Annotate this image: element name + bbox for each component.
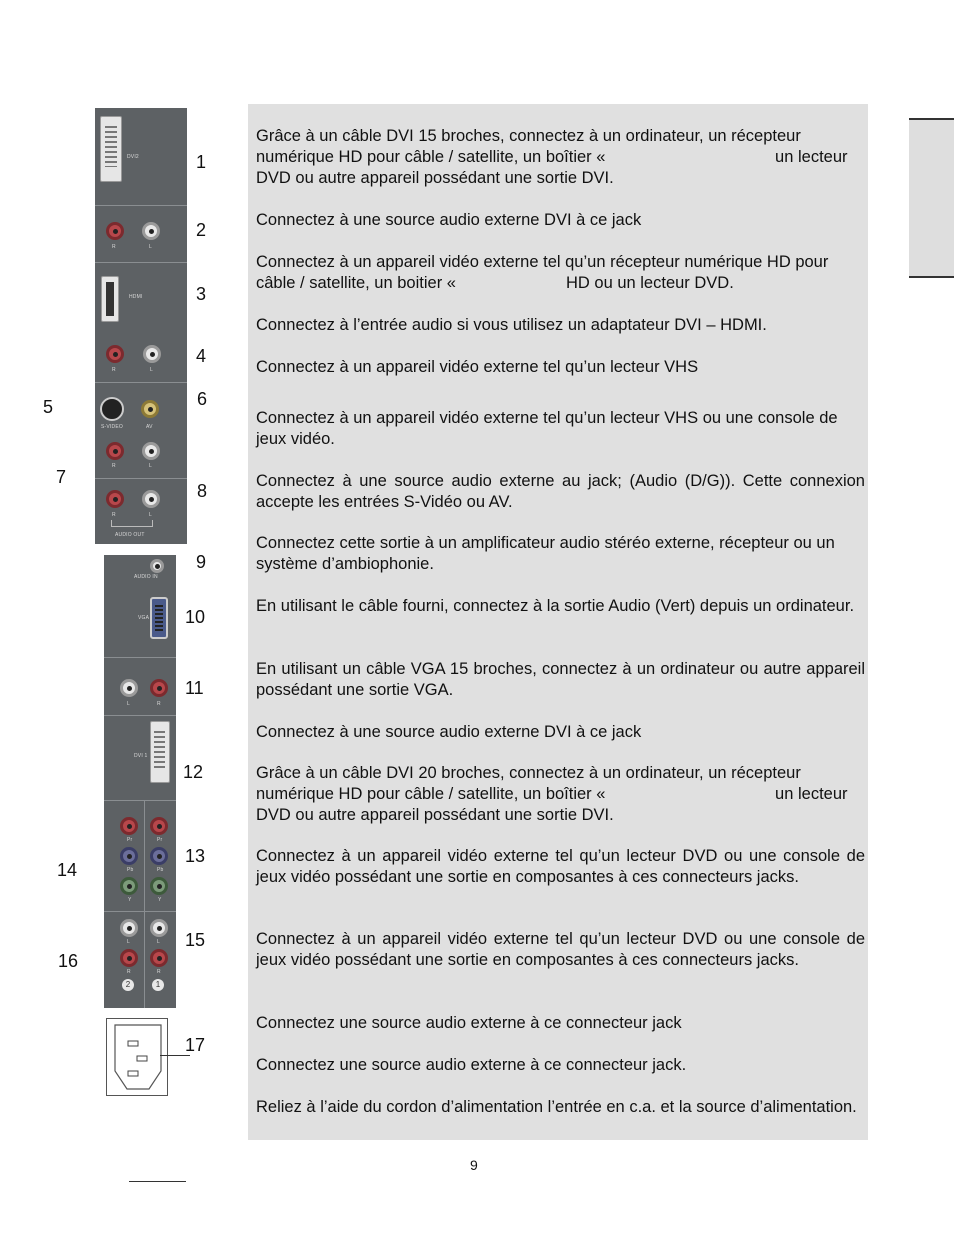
callout-15: 15 xyxy=(185,930,206,950)
vga-audio-l-jack xyxy=(120,679,138,697)
desc-8: Connectez cette sortie à un amplificateur audio stéréo externe, récepteur ou un système d’ambiophonie. xyxy=(256,534,835,573)
callout-1: 1 xyxy=(196,152,207,172)
audio-in-label: AUDIO IN xyxy=(134,574,158,580)
label-l: L xyxy=(150,367,153,373)
label-l: L xyxy=(157,939,160,945)
label-l: L xyxy=(127,939,130,945)
av-audio-r-jack xyxy=(106,442,124,460)
label-l: L xyxy=(149,512,152,518)
callout-8: 8 xyxy=(197,481,208,501)
connector-panel-lower xyxy=(104,555,176,1008)
callout-12: 12 xyxy=(183,762,204,782)
component2-audio-r-jack xyxy=(120,949,138,967)
callout-2: 2 xyxy=(196,220,207,240)
svideo-connector xyxy=(100,397,124,421)
label-pb: Pb xyxy=(127,867,134,873)
label-l: L xyxy=(127,701,130,707)
component1-y-jack xyxy=(150,877,168,895)
connector-panel-upper xyxy=(95,108,187,544)
label-r: R xyxy=(112,244,116,250)
dvi1-label: DVI 1 xyxy=(134,753,148,759)
input-1-badge: 1 xyxy=(152,979,164,991)
desc-2: Connectez à une source audio externe DVI à ce jack xyxy=(256,211,642,229)
component1-pr-jack xyxy=(150,817,168,835)
power-callout-line xyxy=(160,1055,190,1056)
av-video-jack xyxy=(141,400,159,418)
component2-pb-jack xyxy=(120,847,138,865)
desc-10: En utilisant un câble VGA 15 broches, connectez à un ordinateur ou autre appareil possédant une sortie VGA. xyxy=(256,660,865,699)
desc-4: Connectez à l’entrée audio si vous utilisez un adaptateur DVI – HDMI. xyxy=(256,316,767,334)
desc-16: Connectez une source audio externe à ce connecteur jack. xyxy=(256,1056,687,1074)
label-pr: Pr xyxy=(127,837,133,843)
dvi1-connector xyxy=(150,721,170,783)
audio-out-label: AUDIO OUT xyxy=(115,532,145,538)
dvi2-audio-r-jack xyxy=(106,222,124,240)
desc-12: Grâce à un câble DVI 20 broches, connectez à un ordinateur, un récepteur numérique HD pour câble / satellite, un boîtier « un lecteur DVD ou autre appareil possédant une sortie DVI. xyxy=(256,764,853,824)
label-l: L xyxy=(149,244,152,250)
desc-14: Connectez à un appareil vidéo externe tel qu’un lecteur DVD ou une console de jeux vidéo possédant une sortie en composantes à ces connecteurs jacks. xyxy=(256,930,865,969)
callout-6: 6 xyxy=(197,389,208,409)
label-pr: Pr xyxy=(157,837,163,843)
label-r: R xyxy=(112,512,116,518)
callout-10: 10 xyxy=(185,607,206,627)
label-y: Y xyxy=(158,897,162,903)
label-r: R xyxy=(112,367,116,373)
callout-7: 7 xyxy=(56,467,67,487)
desc-9: En utilisant le câble fourni, connectez à la sortie Audio (Vert) depuis un ordinateur. xyxy=(256,597,855,615)
desc-13: Connectez à un appareil vidéo externe tel qu’un lecteur DVD ou une console de jeux vidéo possédant une sortie en composantes à ces connecteurs jacks. xyxy=(256,847,865,886)
hdmi-label: HDMI xyxy=(129,294,143,300)
label-y: Y xyxy=(128,897,132,903)
footer-rule xyxy=(129,1181,186,1182)
page-number: 9 xyxy=(470,1157,478,1173)
callout-9: 9 xyxy=(196,552,207,572)
component1-pb-jack xyxy=(150,847,168,865)
vga-audio-r-jack xyxy=(150,679,168,697)
ac-power-inlet xyxy=(106,1018,168,1096)
hdmi-audio-l-jack xyxy=(143,345,161,363)
callout-16: 16 xyxy=(58,951,79,971)
label-r: R xyxy=(157,969,161,975)
component2-y-jack xyxy=(120,877,138,895)
callout-11: 11 xyxy=(185,678,204,698)
desc-17: Reliez à l’aide du cordon d’alimentation l’entrée en c.a. et la source d’alimentation. xyxy=(256,1098,857,1116)
audio-out-l-jack xyxy=(142,490,160,508)
callout-4: 4 xyxy=(196,346,207,366)
desc-7: Connectez à une source audio externe au jack; (Audio (D/G)). Cette connexion accepte les entrées S-Vidéo ou AV. xyxy=(256,472,865,511)
label-r: R xyxy=(112,463,116,469)
callout-14: 14 xyxy=(57,860,78,880)
vga-connector xyxy=(150,597,168,639)
desc-3: Connectez à un appareil vidéo externe tel qu’un récepteur numérique HD pour câble / satellite, un boitier « HD ou un lecteur DVD. xyxy=(256,253,833,292)
desc-6: Connectez à un appareil vidéo externe tel qu’un lecteur VHS ou une console de jeux vidéo. xyxy=(256,409,838,448)
audio-in-jack xyxy=(150,559,164,573)
callout-3: 3 xyxy=(196,284,207,304)
dvi2-audio-l-jack xyxy=(142,222,160,240)
description-box xyxy=(248,104,868,1140)
label-pb: Pb xyxy=(157,867,164,873)
label-r: R xyxy=(127,969,131,975)
dvi2-label: DVI2 xyxy=(127,154,139,160)
label-l: L xyxy=(149,463,152,469)
dvi2-connector xyxy=(100,116,122,182)
callout-5: 5 xyxy=(43,397,54,417)
component1-audio-r-jack xyxy=(150,949,168,967)
hdmi-connector xyxy=(101,276,119,322)
audio-out-r-jack xyxy=(106,490,124,508)
callout-13: 13 xyxy=(185,846,206,866)
vga-label: VGA xyxy=(138,615,150,621)
av-audio-l-jack xyxy=(142,442,160,460)
desc-1: Grâce à un câble DVI 15 broches, connectez à un ordinateur, un récepteur numérique HD pour câble / satellite, un boîtier « un lecteur DVD ou autre appareil possédant une sortie DVI. xyxy=(256,127,853,187)
desc-5: Connectez à un appareil vidéo externe tel qu’un lecteur VHS xyxy=(256,358,699,376)
component2-pr-jack xyxy=(120,817,138,835)
hdmi-audio-r-jack xyxy=(106,345,124,363)
desc-15: Connectez une source audio externe à ce connecteur jack xyxy=(256,1014,682,1032)
label-r: R xyxy=(157,701,161,707)
input-2-badge: 2 xyxy=(122,979,134,991)
av-label: AV xyxy=(146,424,153,430)
desc-11: Connectez à une source audio externe DVI à ce jack xyxy=(256,723,642,741)
callout-17: 17 xyxy=(185,1035,206,1055)
svideo-label: S-VIDEO xyxy=(101,424,123,430)
component2-audio-l-jack xyxy=(120,919,138,937)
section-tab-marker xyxy=(909,118,954,278)
component1-audio-l-jack xyxy=(150,919,168,937)
